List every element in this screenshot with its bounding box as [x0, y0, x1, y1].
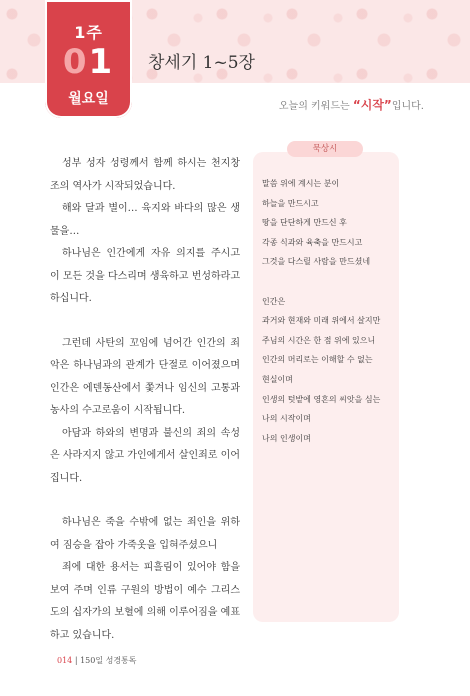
poem-line: 나의 시작이며	[262, 414, 311, 424]
day-number-digit: 1	[88, 42, 115, 82]
day-badge	[45, 0, 132, 118]
paragraph: 그런데 사탄의 꼬임에 넘어간 인간의 죄악은 하나님과의 관계가 단절로 이어졌으며 인간은 에덴동산에서 쫓겨나 임신의 고통과 농사의 수고로움이 시작됩니다.	[50, 337, 240, 416]
poem-line: 현실이며	[262, 374, 293, 384]
poem-line: 인간의 머리로는 이해할 수 없는	[262, 355, 373, 365]
poem-line: 인간은	[262, 296, 286, 306]
meditation-poem	[262, 174, 397, 448]
meditation-tab: 묵상시	[287, 141, 363, 157]
paragraph: 아담과 하와의 변명과 불신의 죄의 속성은 사라지지 않고 가인에게서 살인죄로 이어집니다.	[50, 427, 240, 484]
stanza-break	[262, 272, 397, 292]
paragraph: 죄에 대한 용서는 피흘림이 있어야 함을 보여 주며 인류 구원의 방법이 예수 그리스도의 십자가의 보혈에 의해 이루어짐을 예표하고 있습니다.	[50, 562, 240, 641]
keyword-prefix: 오늘의 키워드는	[278, 101, 353, 112]
keyword-suffix: 입니다.	[391, 101, 424, 112]
day-number	[45, 42, 132, 82]
week-label: 1주	[74, 23, 103, 42]
keyword-line	[279, 96, 424, 113]
main-text	[50, 153, 240, 647]
poem-line: 인생의 텃밭에 영혼의 씨앗을 심는	[262, 394, 381, 404]
poem-line: 하늘을 만드시고	[262, 198, 319, 208]
poem-line: 각종 식과와 육축을 만드시고	[262, 237, 363, 247]
page-footer	[57, 655, 137, 666]
poem-line: 주님의 시간은 한 점 위에 있으니	[262, 335, 376, 345]
poem-line: 말씀 위에 계시는 분이	[262, 179, 340, 188]
book-title: 150일 성경통독	[80, 656, 137, 665]
page-title: 창세기 1~5장	[148, 53, 255, 73]
keyword-word: “시작”	[352, 98, 392, 112]
page-number: 014	[57, 656, 73, 665]
day-number-prefix: 0	[62, 42, 89, 82]
poem-line: 그것을 다스릴 사람을 만드셨네	[262, 257, 371, 267]
footer-separator: |	[72, 656, 81, 665]
paragraph: 성부 성자 성령께서 함께 하시는 천지창조의 역사가 시작되었습니다.	[50, 158, 240, 192]
weekday-label: 월요일	[68, 91, 109, 107]
poem-line: 나의 인생이며	[262, 433, 311, 443]
poem-line: 과거와 현재와 미래 위에서 살지만	[262, 316, 381, 326]
paragraph: 하나님은 인간에게 자유 의지를 주시고 이 모든 것을 다스리며 생육하고 번성하라고 하십니다.	[50, 248, 240, 304]
poem-line: 땅을 단단하게 만드신 후	[262, 218, 347, 228]
paragraph: 해와 달과 별이… 육지와 바다의 많은 생물을…	[50, 203, 240, 237]
paragraph: 하나님은 죽을 수밖에 없는 죄인을 위하여 짐승을 잡아 가죽옷을 입혀주셨으니	[50, 517, 240, 551]
